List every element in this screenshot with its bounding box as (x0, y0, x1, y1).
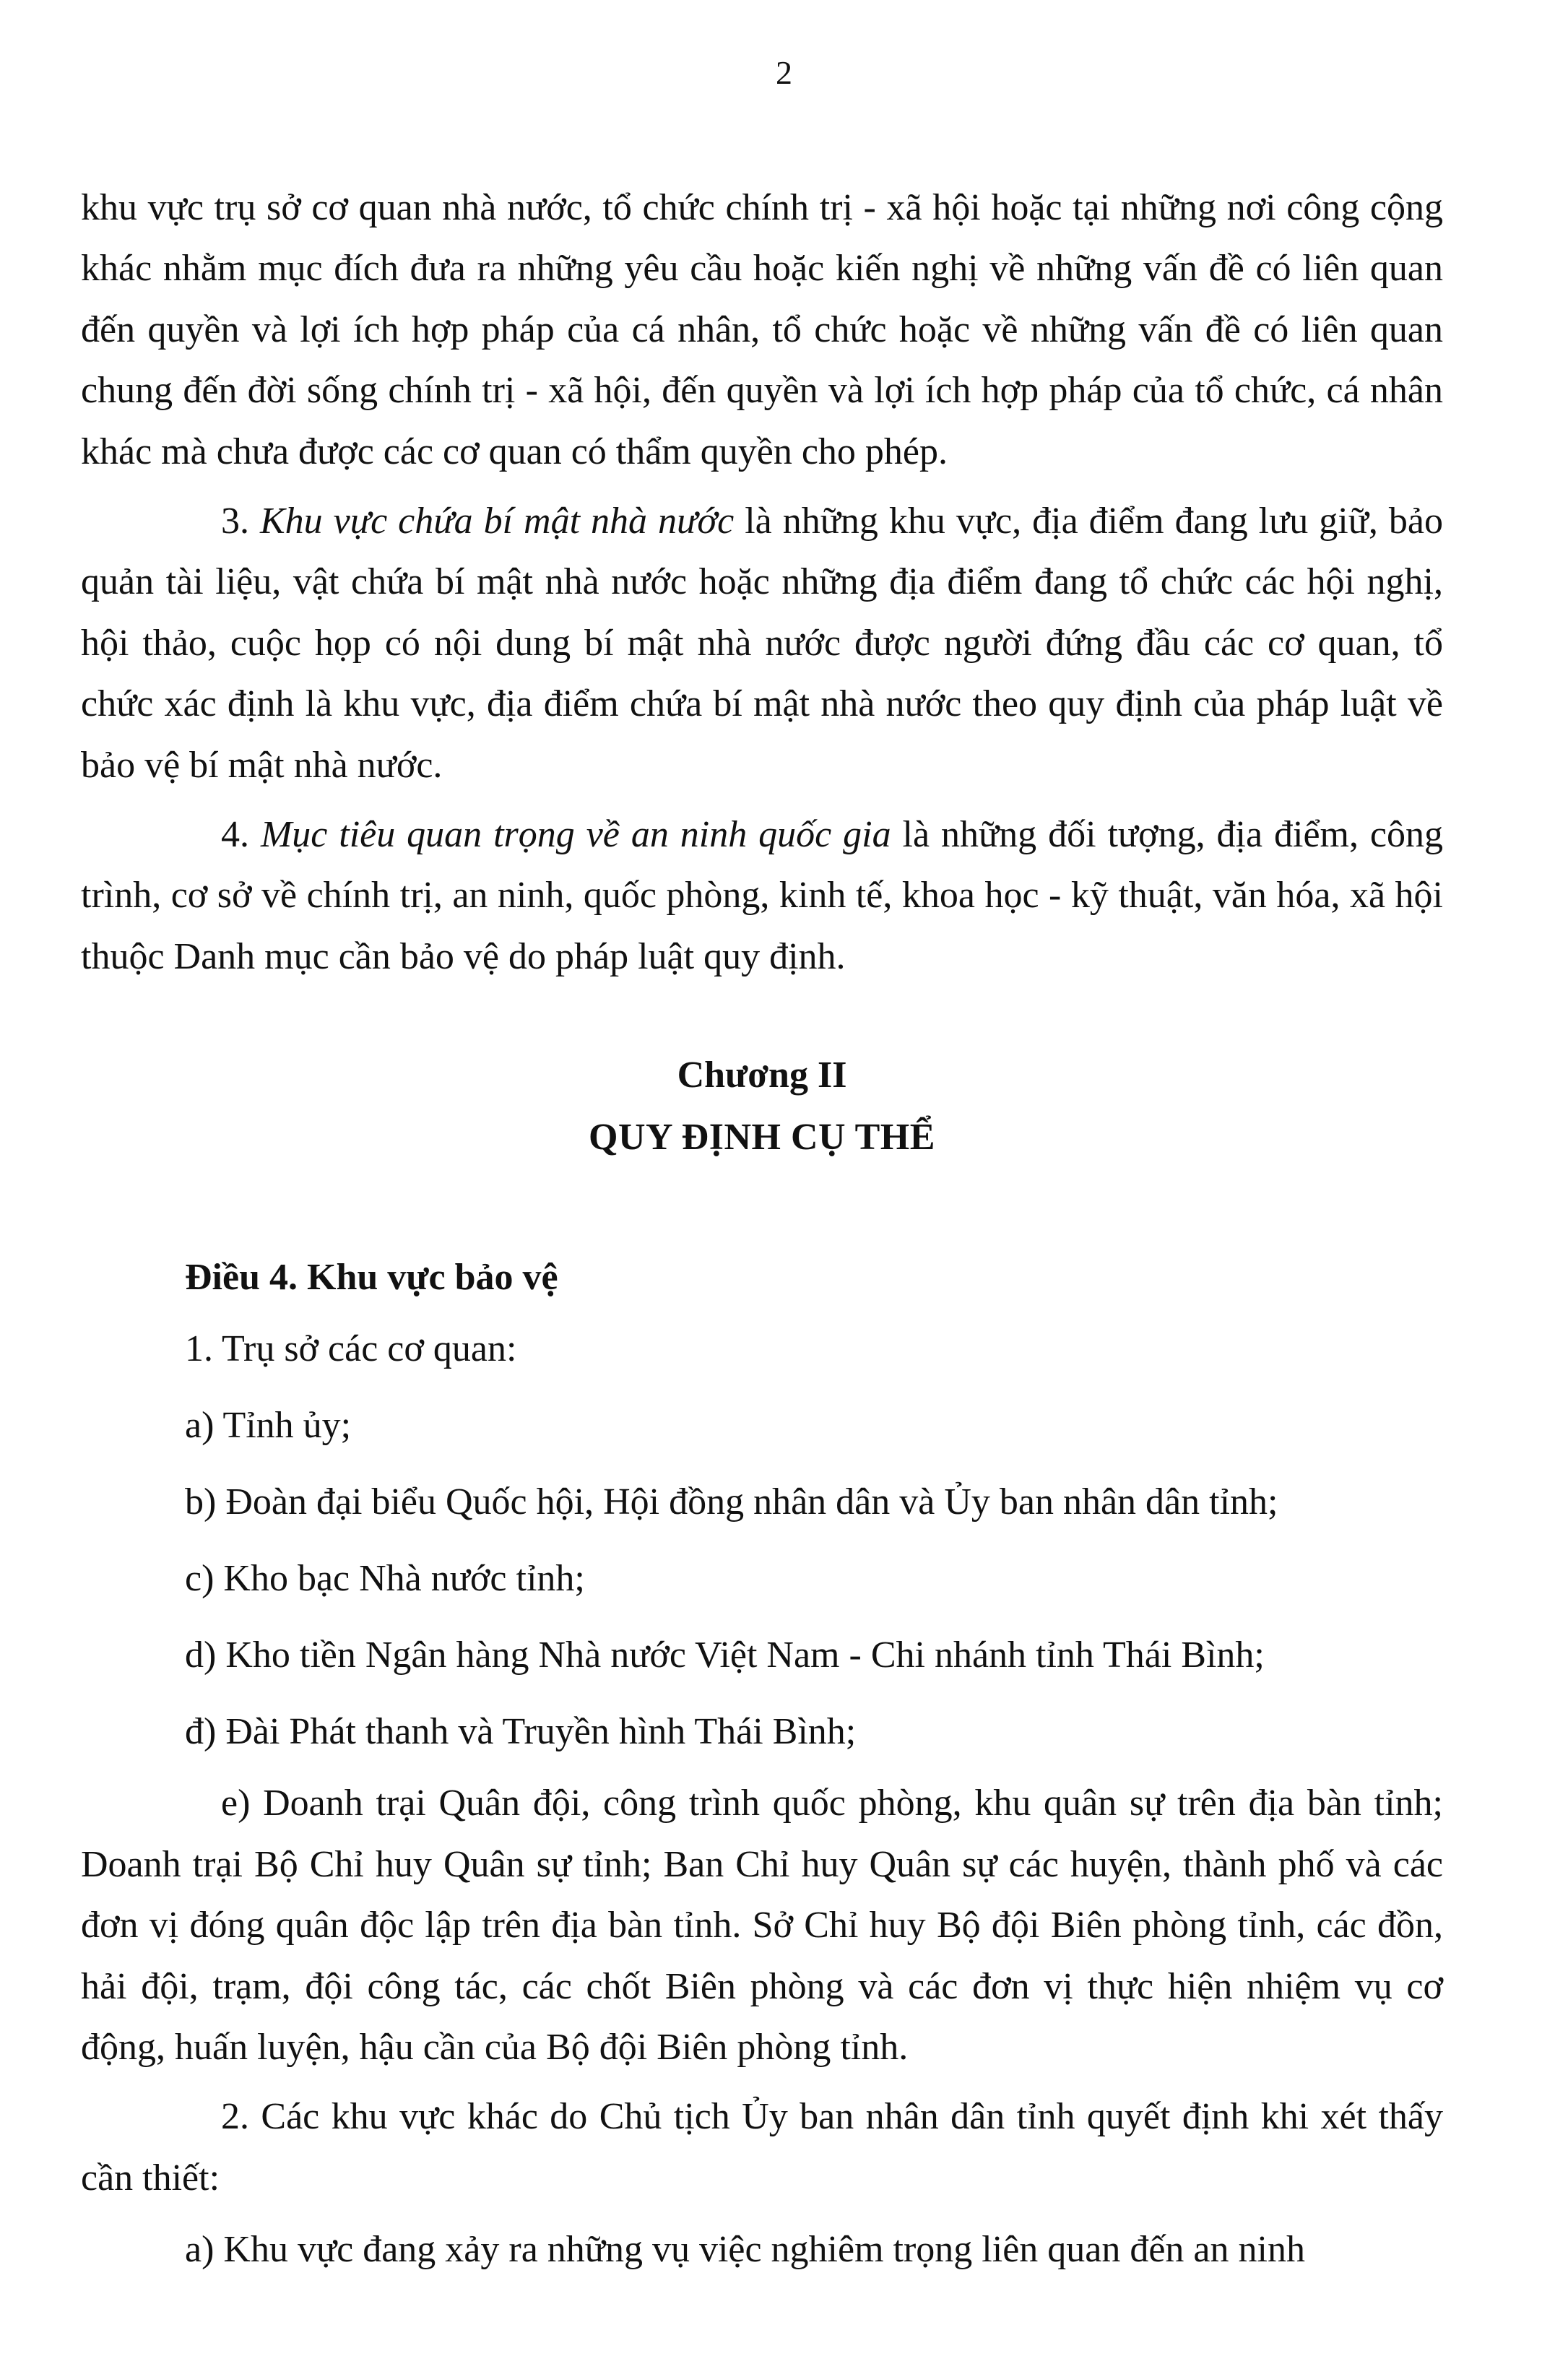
definition-4 (81, 805, 1443, 987)
document-body (81, 178, 1443, 2288)
definition-3-term: Khu vực chứa bí mật nhà nước (260, 501, 735, 542)
definition-3-number: 3. (221, 501, 249, 542)
definition-3-text: là những khu vực, địa điểm đang lưu giữ, bảo quản tài liệu, vật chứa bí mật nhà nước hoặc những địa điểm đang tổ chức các hội nghị, hội thảo, cuộc họp có nội dung bí mật nhà nước được người đứng đầu các cơ quan, tổ chức xác định là khu vực, địa điểm chứa bí mật nhà nước theo quy định của pháp luật về bảo vệ bí mật nhà nước. (81, 501, 1443, 786)
definition-4-term: Mục tiêu quan trọng về an ninh quốc gia (260, 814, 891, 856)
chapter-title: QUY ĐỊNH CỤ THỂ (589, 1117, 935, 1158)
clause-1: 1. Trụ sở các cơ quan: (185, 1328, 517, 1370)
chapter-label: Chương II (677, 1054, 847, 1096)
clause-1-item-a: a) Tỉnh ủy; (185, 1405, 352, 1447)
clause-1-item-c: c) Kho bạc Nhà nước tỉnh; (185, 1558, 585, 1600)
clause-2-item-a: a) Khu vực đang xảy ra những vụ việc nghiêm trọng liên quan đến an ninh (185, 2229, 1305, 2271)
clause-1-item-dd: đ) Đài Phát thanh và Truyền hình Thái Bình; (185, 1711, 857, 1753)
clause-1-item-e: e) Doanh trại Quân đội, công trình quốc phòng, khu quân sự trên địa bàn tỉnh; Doanh trại Bộ Chỉ huy Quân sự tỉnh; Ban Chỉ huy Quân sự các huyện, thành phố và các đơn vị đóng quân độc lập trên địa bàn tỉnh. Sở Chỉ huy Bộ đội Biên phòng tỉnh, các đồn, hải đội, trạm, đội công tác, các chốt Biên phòng và các đơn vị thực hiện nhiệm vụ cơ động, huấn luyện, hậu cần của Bộ đội Biên phòng tỉnh. (81, 1783, 1443, 2068)
page-number: 2 (776, 54, 792, 91)
definition-4-number: 4. (221, 814, 249, 856)
paragraph-continuation: khu vực trụ sở cơ quan nhà nước, tổ chức chính trị - xã hội hoặc tại những nơi công cộng khác nhằm mục đích đưa ra những yêu cầu hoặc kiến nghị về những vấn đề có liên quan đến quyền và lợi ích hợp pháp của cá nhân, tổ chức hoặc về những vấn đề có liên quan chung đến đời sống chính trị - xã hội, đến quyền và lợi ích hợp pháp của tổ chức, cá nhân khác mà chưa được các cơ quan có thẩm quyền cho phép. (81, 187, 1443, 472)
clause-1-item-b: b) Đoàn đại biểu Quốc hội, Hội đồng nhân dân và Ủy ban nhân dân tỉnh; (185, 1481, 1278, 1523)
article-4-heading: Điều 4. Khu vực bảo vệ (185, 1257, 558, 1299)
clause-1-item-d: d) Kho tiền Ngân hàng Nhà nước Việt Nam - Chi nhánh tỉnh Thái Bình; (185, 1634, 1265, 1676)
clause-2: 2. Các khu vực khác do Chủ tịch Ủy ban nhân dân tỉnh quyết định khi xét thấy cần thiết: (81, 2096, 1443, 2199)
definition-4-text: là những đối tượng, địa điểm, công trình, cơ sở về chính trị, an ninh, quốc phòng, kinh tế, khoa học - kỹ thuật, văn hóa, xã hội thuộc Danh mục cần bảo vệ do pháp luật quy định. (81, 814, 1443, 977)
definition-3 (81, 491, 1443, 796)
